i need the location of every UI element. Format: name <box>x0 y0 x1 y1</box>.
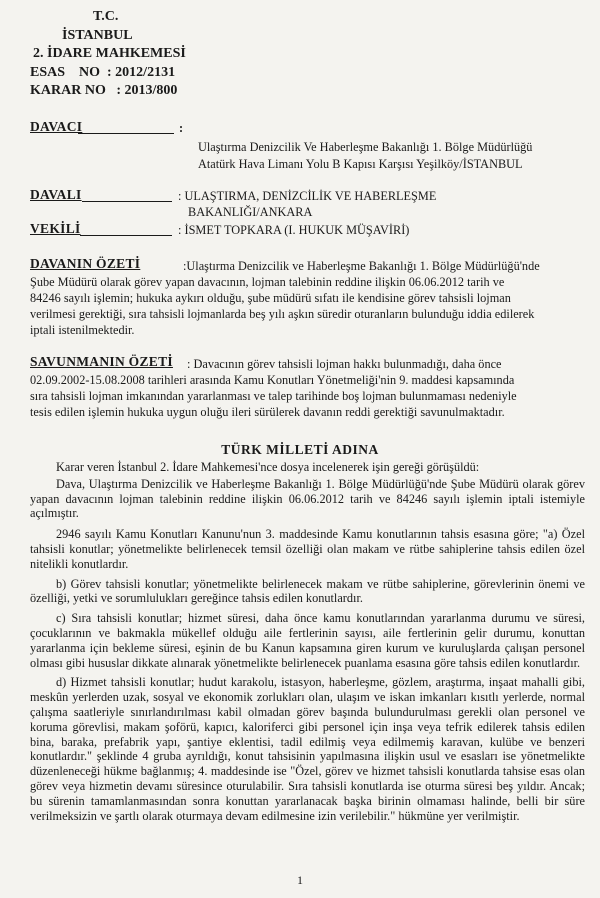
davanin-ozeti-line-1: :Ulaştırma Denizcilik ve Haberleşme Bakanlığı 1. Bölge Müdürlüğü'nde <box>183 259 540 273</box>
davaci-line-1: Ulaştırma Denizcilik Ve Haberleşme Bakanlığı 1. Bölge Müdürlüğü <box>198 140 533 154</box>
savunmanin-ozeti-line-3: sıra tahsisli lojman imkanından yararlanması ve talep tarihinde boş lojman bulunmaması nedeniyle <box>30 389 517 403</box>
davaci-label: DAVACI <box>30 119 83 134</box>
karar-paragraph-kanun: 2946 sayılı Kamu Konutları Kanunu'nun 3. maddesinde Kamu konutlarının tahsis esasına göre; "a) Özel tahsisli konutlar; yönetmelikte belirlenecek temsil özelliği olan makam ve rütbe sahiplerine tahsis edilen özel nitelikli konutlardır. <box>30 527 585 571</box>
davali-label: DAVALI <box>30 187 82 202</box>
header-court: 2. İDARE MAHKEMESİ <box>33 46 186 61</box>
header-tc: T.C. <box>93 9 119 24</box>
esas-no: ESAS NO : 2012/2131 <box>30 65 176 80</box>
karar-paragraph-dava: Dava, Ulaştırma Denizcilik ve Haberleşme Bakanlığı 1. Bölge Müdürlüğü'nde Şube Müdürü olarak görev yapan davacının lojman talebinin reddine ilişkin 06.06.2012 tarih ve 84246 sayılı işlemin iptali istemiyle açılmıştır. <box>30 476 585 521</box>
davali-line-2: BAKANLIĞI/ANKARA <box>188 205 313 219</box>
davaci-underline <box>78 133 174 134</box>
savunmanin-ozeti-line-1: : Davacının görev tahsisli lojman hakkı bulunmadığı, daha önce <box>187 357 502 371</box>
karar-paragraph-c: c) Sıra tahsisli konutlar; hizmet süresi, daha önce kamu konutlarından yararlanma durumu ve süresi, çocuklarının ve bakmakla mükellef olduğu aile fertlerinin sayısı, aile fertlerinin gelir durumu, konuttan yararlanma için bekleme süresi, eşinin de bu Kanun kapsamına giren kurum ve kuruluşlarda çalışan personel olması gibi hususlar dikkate alınarak yönetmelikte belirlenecek puanlama esasına göre tahsis edilen konutlardır. <box>30 611 585 670</box>
page-number: 1 <box>297 873 303 887</box>
vekili-underline <box>80 235 172 236</box>
davanin-ozeti-label: DAVANIN ÖZETİ <box>30 256 141 271</box>
davali-underline <box>82 201 172 202</box>
karar-paragraph-intro: Karar veren İstanbul 2. İdare Mahkemesi'nce dosya incelenerek işin gereği görüşüldü: <box>56 460 480 474</box>
vekili-value: : İSMET TOPKARA (I. HUKUK MÜŞAVİRİ) <box>178 223 410 237</box>
header-city: İSTANBUL <box>62 28 133 43</box>
davaci-line-2: Atatürk Hava Limanı Yolu B Kapısı Karşısı Yeşilköy/İSTANBUL <box>198 157 523 171</box>
davali-line-1: : ULAŞTIRMA, DENİZCİLİK VE HABERLEŞME <box>178 189 437 203</box>
karar-paragraph-b: b) Görev tahsisli konutlar; yönetmelikte belirlenecek makam ve rütbe sahiplerine, görevlerinin önemi ve özelliği, yetki ve sorumlulukları gereğince tahsis edilen konutlardır. <box>30 576 585 606</box>
davanin-ozeti-line-4: verilmesi gerektiği, sıra tahsisli lojmanlarda beş yılı aşkın süredir oturanların bulunduğu iddia edilerek <box>30 307 535 321</box>
vekili-label: VEKİLİ <box>30 221 81 236</box>
davanin-ozeti-line-2: Şube Müdürü olarak görev yapan davacının, lojman talebinin reddine ilişkin 06.06.2012 tarih ve <box>30 275 505 289</box>
davanin-ozeti-line-3: 84246 sayılı işlemin; hukuka aykırı olduğu, şube müdürü sıfatı ile kendisine görev tahsisli lojman <box>30 291 511 305</box>
karar-paragraph-d: d) Hizmet tahsisli konutlar; hudut karakolu, istasyon, haberleşme, gözlem, araştırma, inşaat mahalli gibi, meskûn yerlerden uzak, sosyal ve ekonomik zorlukları olan, ulaşım ve iskan imkanları kısıtlı yerlerde, normal çalışma saatleriyle sınırlandırılması kabil olmadan görev başında bulundurulması gerekli olan personel ve koruma görevlisi, makam şoförü, kapıcı, kaloriferci gibi personel için inşa veya tefrik edilerek tahsis edilen bina, baraka, prefabrik yapı, şantiye eklentisi, tadil edilmiş veya edilmemiş karavan, kulübe ve benzeri konutlardır." şeklinde 4 gruba ayrıldığı, konut tahsisinin yapılmasına ilişkin usul ve esasları ise yönetmelikte düzenleneceği hükme bağlanmış; 4. maddesinde ise "Özel, görev ve hizmet tahsisli konutlarda tahsise esas olan görev veya hizmetin devamı süresince oturulabilir. Sıra tahsisli konutlarda ise oturma süresi beş yıldır. Ancak; bu sürenin tamamlanmasından sonra konuttan yararlanacak başka birinin olmaması halinde, belli bir süre verilmeksizin ve şartlı olarak oturmaya devam edilmesine izin verilebilir." hükmüne yer verilmiştir. <box>30 675 585 823</box>
davaci-colon: : <box>179 121 184 135</box>
davanin-ozeti-line-5: iptali istenilmektedir. <box>30 323 135 337</box>
savunmanin-ozeti-label: SAVUNMANIN ÖZETİ <box>30 354 173 369</box>
karar-heading: TÜRK MİLLETİ ADINA <box>221 442 379 457</box>
savunmanin-ozeti-line-2: 02.09.2002-15.08.2008 tarihleri arasında Kamu Konutları Yönetmeliği'nin 9. maddesi kapsamında <box>30 373 515 387</box>
savunmanin-ozeti-line-4: tesis edilen işlemin hukuka uygun oluğu ileri sürülerek davanın reddi gerektiği savunulmaktadır. <box>30 405 505 419</box>
karar-body <box>30 460 585 823</box>
karar-no: KARAR NO : 2013/800 <box>30 83 178 98</box>
